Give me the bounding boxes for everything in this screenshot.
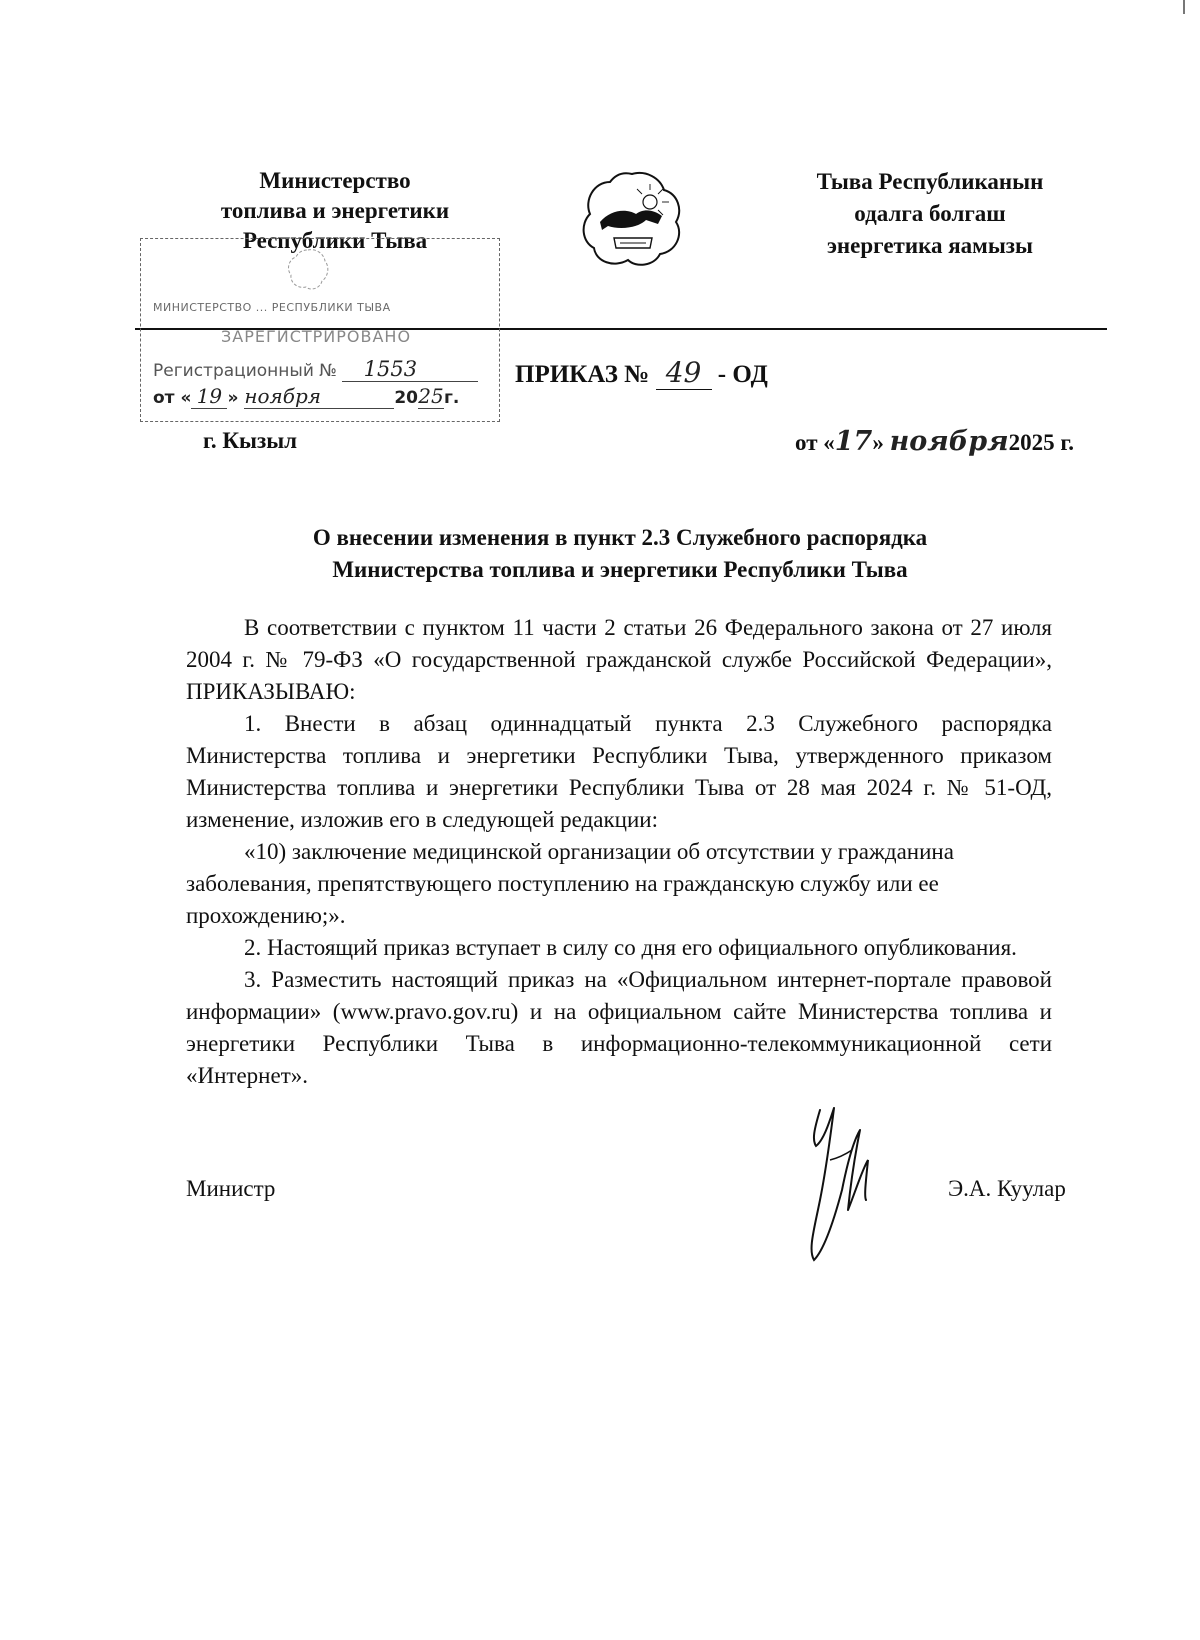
stamp-ministry-line: МИНИСТЕРСТВО ... РЕСПУБЛИКИ ТЫВА xyxy=(153,301,391,314)
place-label: г. Кызыл xyxy=(203,428,298,453)
paragraph: В соответствии с пунктом 11 части 2 статьи 26 Федерального закона от 27 июля 2004 г. № 79-ФЗ «О государственной гражданской службе Российской Федерации», ПРИКАЗЫВАЮ: xyxy=(186,615,1052,704)
header-right-line: одалга болгаш xyxy=(854,201,1006,226)
paragraph: 2. Настоящий приказ вступает в силу со дня его официального опубликования. xyxy=(244,935,1017,960)
paragraph: 1. Внести в абзац одиннадцатый пункта 2.3 Служебного распорядка Министерства топлива и энергетики Республики Тыва, утвержденного приказом Министерства топлива и энергетики Республики Тыва от 28 мая 2024 г. № 51-ОД, изменение, изложив его в следующей редакции: xyxy=(186,711,1052,832)
signatory-name: Э.А. Куулар xyxy=(948,1176,1066,1201)
stamp-date-row xyxy=(153,384,459,409)
document-title xyxy=(180,522,1060,586)
date-month: ноября xyxy=(889,426,1009,457)
stamp-reg-number: 1553 xyxy=(342,357,438,382)
order-heading xyxy=(515,356,768,390)
order-number: 49 xyxy=(656,356,712,390)
header-right-line: Тыва Республиканын xyxy=(816,169,1044,194)
stamp-date-end: г. xyxy=(444,388,460,408)
stamp-reg-label: Регистрационный № xyxy=(153,361,337,381)
header-left-line: Министерство xyxy=(259,168,411,193)
signatory-role: Министр xyxy=(186,1176,276,1201)
stamp-date-day: 19 xyxy=(191,384,227,409)
stamp-date-year-prefix: 20 xyxy=(394,388,419,408)
paragraph: «10) заключение медицинской организации об отсутствии у гражданина заболевания, препятствующего поступлению на гражданскую службу или ее прохождению;». xyxy=(186,839,954,928)
title-line: Министерства топлива и энергетики Республики Тыва xyxy=(332,557,908,582)
order-label: ПРИКАЗ № xyxy=(515,361,650,388)
date-day: 17 xyxy=(834,426,873,457)
header-left-line: топлива и энергетики xyxy=(220,198,450,223)
date-mid: » xyxy=(872,430,884,455)
stamp-reg-row xyxy=(153,357,478,382)
header-left-line: Республики Тыва xyxy=(242,228,428,253)
stamp-emblem-icon xyxy=(286,247,330,291)
title-line: О внесении изменения в пункт 2.3 Служебного распорядка xyxy=(312,525,928,550)
registration-stamp xyxy=(140,238,500,422)
document-body xyxy=(186,612,1052,1092)
stamp-date-mid: » xyxy=(227,388,239,408)
date-year: 2025 г. xyxy=(1008,430,1074,455)
stamp-date-prefix: от « xyxy=(153,388,192,408)
scan-edge-mark xyxy=(1183,0,1185,14)
handwritten-signature xyxy=(790,1100,900,1270)
header-ministry-tyv xyxy=(770,166,1090,262)
paragraph: 3. Разместить настоящий приказ на «Официальном интернет-портале правовой информации» (www.pravo.gov.ru) и на официальном сайте Министерства топлива и энергетики Республики Тыва в информационно-телекоммуникационной сети «Интернет». xyxy=(186,967,1052,1088)
header-right-line: энергетика яамызы xyxy=(826,233,1033,258)
stamp-date-month: ноября xyxy=(244,384,394,409)
stamp-status: ЗАРЕГИСТРИРОВАНО xyxy=(221,327,412,346)
tuva-emblem-icon xyxy=(580,168,685,268)
order-date xyxy=(795,426,1074,457)
stamp-date-year-suffix: 25 xyxy=(418,384,444,408)
order-suffix: - ОД xyxy=(717,361,768,388)
date-prefix: от « xyxy=(795,430,835,455)
